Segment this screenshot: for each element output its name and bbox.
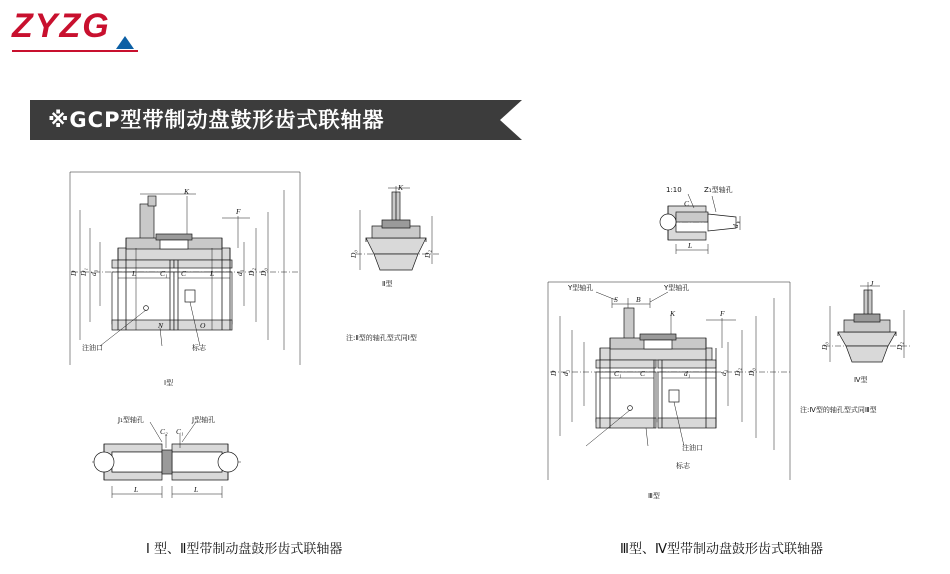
j1-bore-detail-drawing (92, 415, 242, 498)
label-taper-ratio: 1:10 (666, 186, 682, 194)
label-oil-hole: 注油口 (82, 344, 103, 352)
label-L-j: L (194, 485, 199, 494)
label-j-bore: J型轴孔 (192, 416, 216, 424)
label-d1-type3: d₁ (561, 369, 570, 376)
label-C-type3: C (640, 369, 646, 378)
type-2-section-drawing (346, 183, 440, 342)
label-C-z1: C (684, 199, 690, 208)
note-type-4: 注:Ⅳ型的轴孔型式同Ⅲ型 (800, 406, 877, 414)
note-type-2: 注:Ⅱ型的轴孔型式同Ⅰ型 (346, 334, 417, 342)
label-O: O (200, 321, 206, 330)
view-label-type-3: Ⅲ型 (648, 492, 660, 500)
label-d1-z1: d₁ (731, 221, 740, 228)
page-title: ※GCP型带制动盘鼓形齿式联轴器 (48, 108, 385, 132)
label-y-bore-right: Y型轴孔 (664, 284, 690, 292)
label-j1-bore: J₁型轴孔 (118, 416, 144, 424)
type-3-assembly-drawing (548, 282, 790, 500)
label-C1-type3: C₁ (614, 369, 622, 378)
label-D-type3: D (549, 370, 558, 376)
label-D0-type4: D₀ (820, 341, 829, 350)
label-C1-detail: C₁ (176, 427, 184, 436)
caption-right: Ⅲ型、Ⅳ型带制动盘鼓形齿式联轴器 (620, 542, 823, 557)
label-D2-type4: D₂ (895, 341, 904, 350)
label-d1r-type3: d₁ (684, 369, 691, 378)
label-y-bore-left: Y型轴孔 (568, 284, 594, 292)
label-C2: C₂ (160, 427, 168, 436)
logo-wordmark: ZYZG (12, 7, 111, 45)
view-label-type-1: Ⅰ型 (164, 379, 174, 387)
label-D2-type3: D₂ (733, 367, 742, 376)
label-N: N (158, 321, 164, 330)
label-D2-type2: D₂ (423, 249, 432, 258)
label-L-j1: L (134, 485, 139, 494)
caption-left: Ⅰ 型、Ⅱ型带制动盘鼓形齿式联轴器 (146, 542, 343, 557)
label-L-left: L (132, 269, 137, 278)
label-D: D (69, 270, 78, 276)
label-oil-hole-type3: 注油口 (682, 444, 703, 452)
label-D0: D₀ (259, 267, 268, 276)
label-B: B (636, 295, 641, 304)
label-L-right: L (210, 269, 215, 278)
label-D0-type3: D₀ (747, 367, 756, 376)
label-J-type4: J (870, 279, 874, 288)
label-D0-type2: D₀ (349, 249, 358, 258)
label-C1: C₁ (160, 269, 168, 278)
label-K-type3: K (670, 309, 676, 318)
label-F: F (236, 207, 241, 216)
label-d2-type3: d₁ (719, 369, 728, 376)
view-label-type-4: Ⅳ型 (854, 376, 868, 384)
banner-arrow-shape (500, 100, 522, 140)
z1-bore-detail-drawing (660, 185, 740, 254)
technical-drawing-area (0, 150, 950, 530)
triangle-icon (116, 36, 134, 49)
label-S: S (614, 295, 618, 304)
label-D1: D₁ (79, 267, 88, 276)
label-L-z1: L (688, 241, 693, 250)
zyzg-logo (12, 6, 152, 52)
label-K-type2: K (398, 183, 404, 192)
label-D2: D₂ (247, 267, 256, 276)
label-C: C (181, 269, 187, 278)
page-title-banner (30, 100, 530, 140)
label-F-type3: F (720, 309, 725, 318)
label-d2: d₁ (235, 269, 244, 276)
drawing-canvas (0, 150, 950, 530)
type-1-assembly-drawing (69, 172, 300, 387)
type-4-section-drawing (800, 279, 912, 414)
label-K: K (184, 187, 190, 196)
label-mark-type3: 标志 (676, 462, 690, 470)
label-z1-bore: Z₁型轴孔 (704, 186, 733, 194)
view-label-type-2: Ⅱ型 (382, 280, 393, 288)
label-mark: 标志 (192, 344, 206, 352)
banner-body (30, 100, 500, 140)
logo-underline (12, 50, 138, 52)
label-d1: d₁ (89, 269, 98, 276)
